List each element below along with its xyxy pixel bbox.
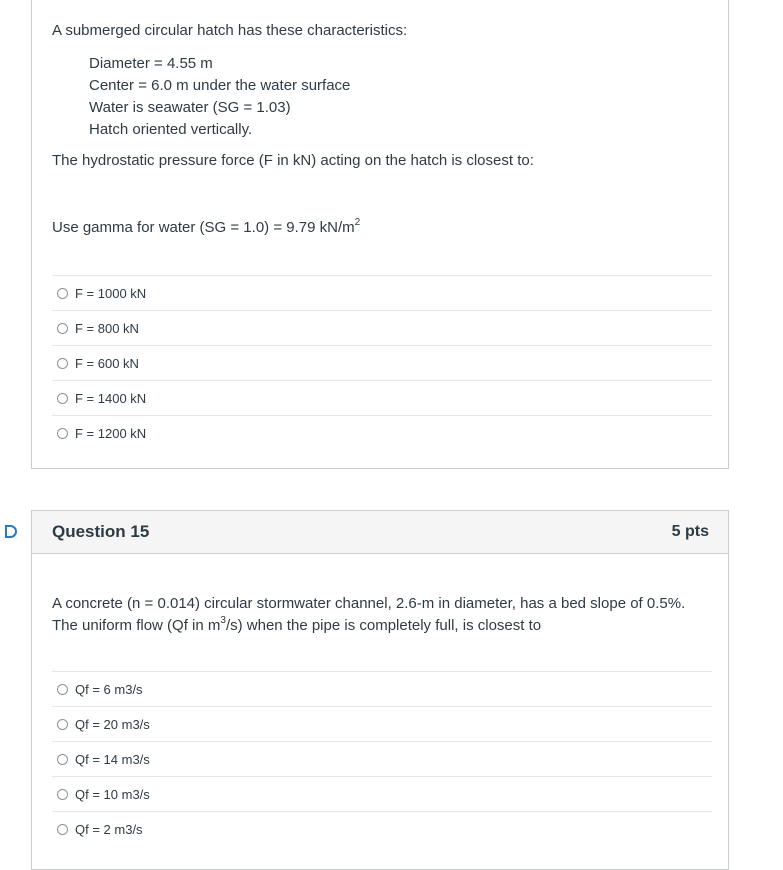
question-15-text-part1: A concrete (n = 0.014) circular stormwater channel, 2.6-m in diameter, has a bed slope of 0.5%. The uniform flow (Qf in m bbox=[52, 595, 686, 634]
answer-option[interactable] bbox=[52, 415, 712, 450]
answer-option[interactable] bbox=[52, 706, 712, 741]
flow-unit-exponent: 3 bbox=[220, 615, 226, 626]
characteristic-diameter: Diameter = 4.55 m bbox=[89, 55, 213, 72]
answer-label: Qf = 10 m3/s bbox=[75, 786, 150, 802]
question-14-body bbox=[52, 20, 407, 141]
characteristic-orientation: Hatch oriented vertically. bbox=[89, 121, 253, 138]
answer-label: F = 1000 kN bbox=[75, 285, 147, 301]
radio-button[interactable] bbox=[57, 684, 68, 695]
question-14-gamma-note bbox=[52, 219, 360, 236]
radio-button[interactable] bbox=[57, 789, 68, 800]
radio-button[interactable] bbox=[57, 824, 68, 835]
answer-option[interactable] bbox=[52, 345, 712, 380]
radio-button[interactable] bbox=[57, 323, 68, 334]
answer-label: Qf = 2 m3/s bbox=[75, 821, 143, 837]
answer-option[interactable] bbox=[52, 380, 712, 415]
answer-option[interactable] bbox=[52, 671, 712, 706]
answer-option[interactable] bbox=[52, 310, 712, 345]
question-15-card bbox=[31, 510, 729, 870]
question-title: Question 15 bbox=[52, 522, 150, 541]
answer-option[interactable] bbox=[52, 741, 712, 776]
answer-label: Qf = 14 m3/s bbox=[75, 751, 150, 767]
question-15-answers bbox=[52, 671, 712, 846]
answer-label: F = 1400 kN bbox=[75, 390, 147, 406]
answer-label: Qf = 20 m3/s bbox=[75, 716, 150, 732]
answer-option[interactable] bbox=[52, 776, 712, 811]
question-15-text bbox=[52, 593, 712, 637]
characteristic-center: Center = 6.0 m under the water surface bbox=[89, 77, 351, 94]
question-points: 5 pts bbox=[671, 523, 709, 540]
radio-button[interactable] bbox=[57, 358, 68, 369]
question-14-card bbox=[31, 0, 729, 469]
answer-label: F = 600 kN bbox=[75, 355, 139, 371]
radio-button[interactable] bbox=[57, 428, 68, 439]
gamma-text: Use gamma for water (SG = 1.0) = 9.79 kN/m bbox=[52, 219, 355, 236]
question-14-intro: A submerged circular hatch has these characteristics: bbox=[52, 22, 408, 39]
question-15-text-part2: /s) when the pipe is completely full, is closest to bbox=[225, 617, 542, 634]
radio-button[interactable] bbox=[57, 754, 68, 765]
radio-button[interactable] bbox=[57, 719, 68, 730]
answer-option[interactable] bbox=[52, 811, 712, 846]
radio-button[interactable] bbox=[57, 288, 68, 299]
flag-question-icon[interactable] bbox=[5, 525, 17, 538]
question-14-answers bbox=[52, 275, 712, 450]
characteristic-water: Water is seawater (SG = 1.03) bbox=[89, 99, 291, 116]
answer-label: F = 1200 kN bbox=[75, 425, 147, 441]
question-14-stem: The hydrostatic pressure force (F in kN) acting on the hatch is closest to: bbox=[52, 152, 534, 169]
question-15-header bbox=[32, 511, 728, 554]
gamma-exponent: 2 bbox=[354, 217, 361, 228]
characteristics-list bbox=[89, 53, 407, 141]
radio-button[interactable] bbox=[57, 393, 68, 404]
answer-label: Qf = 6 m3/s bbox=[75, 681, 143, 697]
answer-option[interactable] bbox=[52, 275, 712, 310]
answer-label: F = 800 kN bbox=[75, 320, 139, 336]
